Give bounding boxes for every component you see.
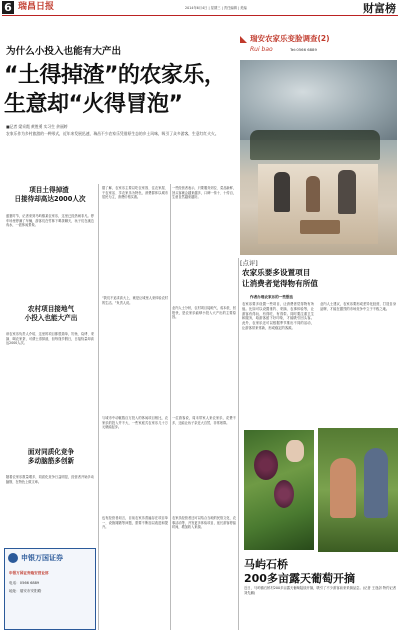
ad-box[interactable] <box>4 548 96 630</box>
headline-kicker: 为什么小投入也能有大产出 <box>6 46 122 57</box>
section-1-title-2: 日接待却高达2000人次 <box>14 195 86 203</box>
byline: ■记者 梁采霞 黄胜勇 实习生 余丽婷 <box>6 124 68 129</box>
ad-line-3: 地址：瑞安市安阳路 <box>9 589 42 593</box>
column-3-text-d: 农家乐经营者还可以结合当地的民俗文化、农事活动等，开发更多体验项目，延长游客停留时间，增加收入来源。 <box>172 516 236 530</box>
photo-farmhouse <box>240 60 397 255</box>
header-rule <box>2 15 398 16</box>
ad-line-2: 电话：0566 6889 <box>9 581 40 585</box>
column-2-text-b: “我们不追求高大上，就是让城里人来体验农村的生活。”负责人说。 <box>102 296 168 305</box>
series-tel: Tel:0566 6889 <box>290 47 317 52</box>
comment-title-2: 让消费者觉得物有所值 <box>242 279 318 288</box>
column-2-text-c: 与城市中动辄数百万投入的休闲项目相比，农家乐的投入并不大，一些家庭式农家乐几十万元就能起步。 <box>102 416 168 430</box>
ad-line-1: 申银万国证券瑞安营业部 <box>9 571 49 575</box>
photo-caption: 近日，马屿镇石桥村200多亩露天葡萄陆续开摘，吸引了不少游客前来采摘品尝。(记者 王逸剑 特约记者 刘先鹏) <box>244 586 396 595</box>
red-triangle-icon <box>240 36 247 43</box>
series-pinyin: Rui bao <box>250 46 273 53</box>
photo-grapes <box>244 430 314 550</box>
comment-byline: 作者办理农家乐的一些想法 <box>250 295 294 299</box>
comment-body: 农家乐要多设置一些项目，让消费者觉得物有所值。比如可以设置垂钓、采摘、农事体验等，让游客有得玩、有得吃、有得带。同时要注重卫生和服务，给游客留下好印象，才能吸引回头客。此外，农家乐还可以根据季节推出不同的活动，让游客常来常新，形成稳定的客源。 <box>242 302 314 330</box>
ad-title: 申银万国证券 <box>21 554 63 562</box>
column-3-text-b: 业内人士分析，农村项目接地气，成本低、回报快，是农家乐能够小投入大产出的主要原因。 <box>172 306 236 320</box>
section-3-title-1: 面对同质化竞争 <box>27 448 75 456</box>
page-number: 6 <box>2 1 14 14</box>
comment-title-1: 农家乐要多设置项目 <box>242 268 311 277</box>
column-2-text-d: 也有经营者坦言，目前农家乐普遍存在项目单一、设施简陋等问题，需要不断加以改进和提升。 <box>102 516 168 530</box>
column-3-text-c: 一位游客说，周末带家人来农家乐，花费不多，还能让孩子亲近大自然，非常划算。 <box>172 416 236 425</box>
photo-people <box>318 428 398 552</box>
series-title: 瑞安农家乐变脸调查(2) <box>250 34 330 43</box>
column-divider <box>98 184 99 630</box>
section-3-title-2: 多动脑筋多创新 <box>27 457 75 465</box>
column-divider <box>170 184 171 630</box>
comment-body-col2: 业内人士建议，农家乐要形成差异化经营，打造自身品牌，才能在激烈的市场竞争中立于不败之地。 <box>320 302 396 311</box>
column-3-text-a: 一些经营者表示，只要服务到位、菜品新鲜，回头客就会越来越多，口碑一传十、十传百，生意自然越来越好。 <box>172 186 236 200</box>
section-name: 财富榜 <box>363 2 396 15</box>
photo-title-1: 马屿石桥 <box>244 558 288 571</box>
comment-label: [点评] <box>240 259 258 267</box>
section-2-title-2: 小投入也能大产出 <box>24 314 78 322</box>
headline-line-2: 生意却“火得冒泡” <box>4 92 183 117</box>
headline-line-1: “土得掉渣”的农家乐， <box>4 63 226 88</box>
column-1-text-b: 该农家乐负责人介绍，这里的项目都很简单，钓鱼、烧烤、采摘、喝农家茶，可谓土得掉渣，但每逢节假日，日接待量却高达2000人次。 <box>6 332 94 346</box>
section-1-title-1: 项目土得掉渣 <box>29 186 69 194</box>
column-1-text-a: 盛夏时节，记者来到马屿镇某农家乐，这里已经热闹非凡。停车场里停满了车辆，游客们在竹林下喝茶聊天，孩子们在溪边戏水，一派休闲景象。 <box>6 214 94 228</box>
series-box <box>238 32 398 62</box>
header-info: 2014年6月4日 | 星期三 | 责任编辑 | 美编 <box>185 6 247 10</box>
column-1-text-c: 随着农家乐数量增多，同质化竞争日益明显，经营者开始多动脑筋，在特色上做文章。 <box>6 475 94 484</box>
section-2-title-1: 农村项目接地气 <box>27 305 75 313</box>
newspaper-logo: 瑞昌日报 <box>18 2 55 12</box>
brokerage-logo-icon <box>8 553 18 563</box>
photo-title-2: 200多亩露天葡萄开摘 <box>244 572 355 585</box>
column-divider <box>238 258 239 630</box>
column-2-text-a: 据了解，农家乐主要以吃农家饭、住农家屋、干农家活、享农家乐为特色，消费群体以城市居民为主，消费价格实惠。 <box>102 186 168 200</box>
lead-paragraph: 农家乐作为乡村旅游的一种形式，近年来发展迅速，瑞昌不少农家乐凭借原生态的乡土风味，吸引了众多游客，生意红红火火。 <box>6 131 219 136</box>
